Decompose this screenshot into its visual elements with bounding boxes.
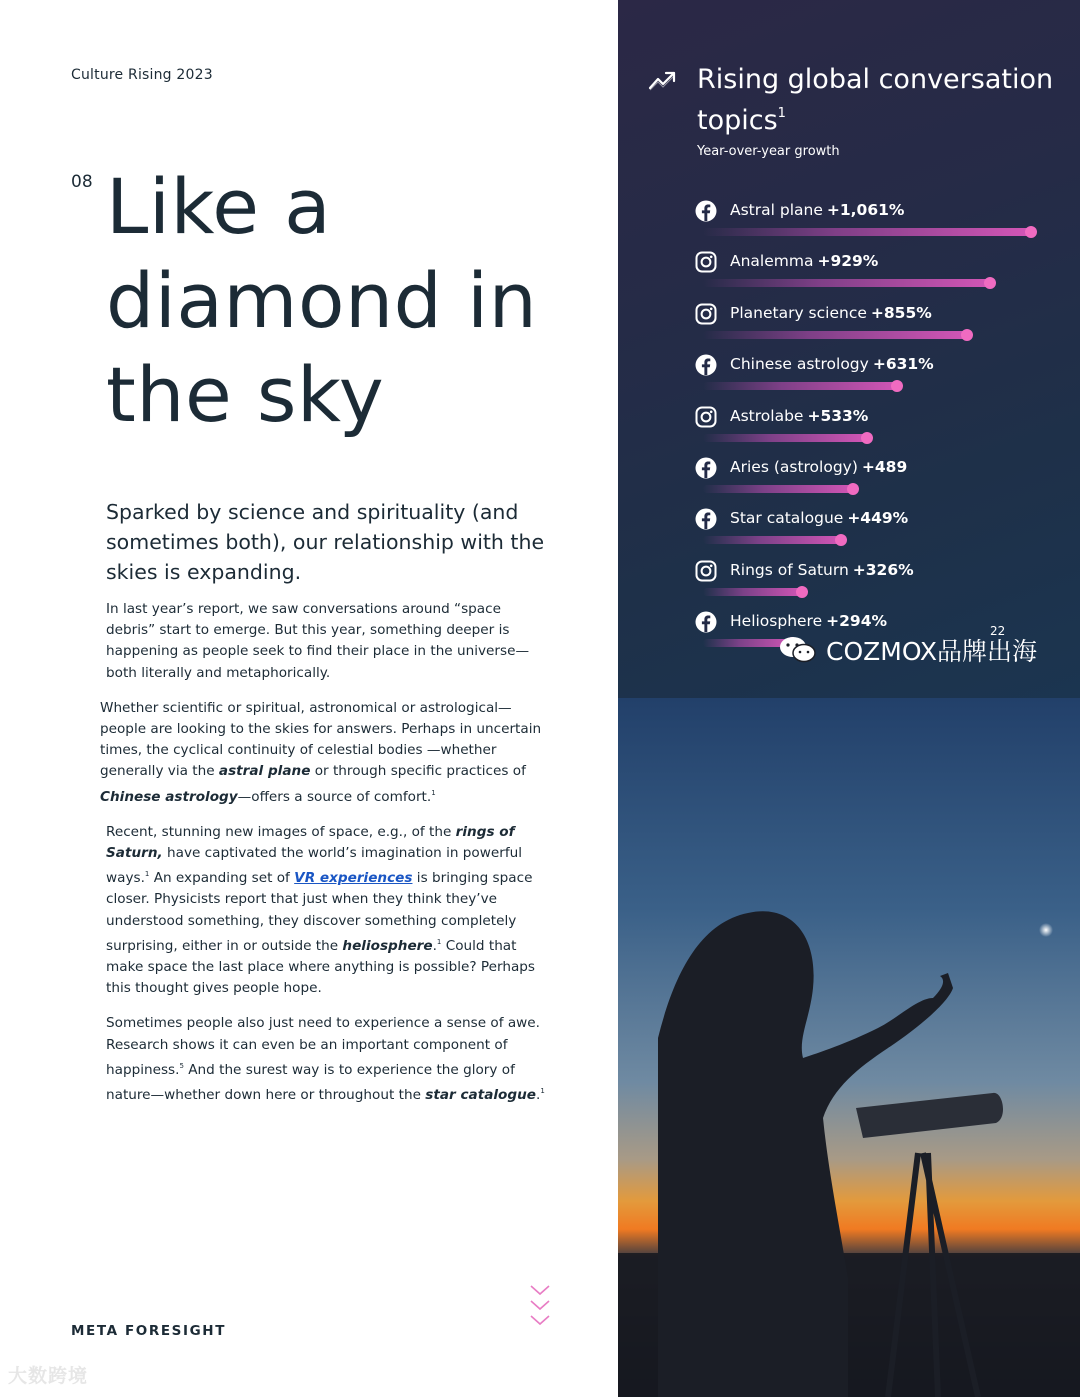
topic-label	[730, 407, 868, 425]
topic-row	[695, 303, 1065, 343]
topics-panel	[618, 0, 1080, 698]
topic-name: Star catalogue	[730, 509, 844, 528]
growth-bar	[703, 331, 969, 339]
topic-growth-value: +489	[861, 458, 908, 476]
growth-bar	[703, 588, 804, 596]
topic-row	[695, 200, 1065, 240]
topic-label	[730, 458, 907, 476]
growth-bar-end-dot	[835, 534, 847, 546]
topic-label	[730, 304, 932, 322]
highlight-heliosphere: heliosphere	[342, 937, 433, 954]
facebook-icon	[695, 508, 717, 530]
highlight-astral-plane: astral plane	[218, 763, 311, 780]
facebook-icon	[695, 611, 717, 633]
lede-paragraph: Sparked by science and spirituality (and sometimes both), our relationship with the skies is expanding.	[106, 500, 545, 584]
report-label: Culture Rising 2023	[71, 67, 213, 83]
topic-row	[695, 406, 1065, 446]
topic-name: Heliosphere	[730, 612, 823, 631]
footnote-ref: 1	[436, 937, 442, 946]
topic-label	[730, 509, 908, 527]
footnote-ref: 1	[777, 106, 786, 121]
page-title: Like a diamond in the sky	[106, 162, 538, 439]
section-number: 08	[71, 172, 93, 192]
growth-bar-end-dot	[847, 483, 859, 495]
topic-growth-value: +929%	[817, 252, 879, 271]
topic-growth-value: +1,061%	[826, 201, 905, 219]
growth-bar	[703, 228, 1033, 236]
topic-name: Planetary science	[730, 303, 867, 322]
facebook-icon	[695, 200, 717, 222]
topic-growth-value: +294%	[826, 612, 888, 631]
growth-bar	[703, 279, 992, 287]
topic-row	[695, 354, 1065, 394]
instagram-icon	[695, 251, 717, 273]
footer-brand: META FORESIGHT	[71, 1323, 227, 1339]
topic-row	[695, 457, 1065, 497]
panel-title: Rising global conversation topics$^1$	[697, 64, 1054, 136]
topic-growth-value: +533%	[807, 406, 869, 425]
topic-row	[695, 508, 1065, 548]
topic-growth-value: +631%	[872, 355, 934, 374]
footnote-ref: 1	[431, 788, 436, 797]
topic-growth-value: +326%	[852, 560, 914, 579]
topic-label	[730, 355, 934, 373]
panel-subtitle: Year-over-year growth	[697, 144, 840, 159]
highlight-rings-of-saturn: rings of Saturn,	[106, 823, 515, 862]
wechat-icon	[778, 634, 818, 666]
growth-bar	[703, 536, 843, 544]
body-paragraph-2: Whether scientific or spiritual, astronomical or astrological—people are looking to the skies for answers. Perhaps in uncertain times, the cyclical continuity of celestial bodies —whether generally via the astral plane or through specific practices of Chinese astrology—offers a source of comfort.$^1$	[100, 699, 542, 805]
footnote-ref: 5	[179, 1061, 184, 1070]
instagram-icon	[695, 303, 717, 325]
growth-bar	[703, 434, 869, 442]
trending-up-icon	[648, 68, 678, 92]
topic-label	[730, 252, 878, 270]
topic-name: Astral plane	[730, 201, 823, 219]
growth-bar	[703, 382, 899, 390]
growth-bar-end-dot	[1025, 226, 1037, 238]
topic-label	[730, 201, 904, 219]
instagram-icon	[695, 406, 717, 428]
growth-bar	[703, 485, 855, 493]
scroll-down-chevrons-icon[interactable]	[528, 1283, 552, 1329]
body-paragraph-4: Sometimes people also just need to experience a sense of awe. Research shows it can even be an important component of happiness.$^5$ And the surest way is to experience the glory of nature—whether down here or throughout the star catalogue.$^1$	[106, 1015, 545, 1104]
page-number: 22	[990, 624, 1006, 638]
footnote-ref: 1	[144, 870, 150, 879]
topic-name: Aries (astrology)	[730, 458, 858, 476]
corner-watermark: 大数跨境	[8, 1365, 89, 1387]
topic-label	[730, 612, 887, 630]
body-copy	[100, 599, 546, 1120]
growth-bar-end-dot	[984, 277, 996, 289]
highlight-chinese-astrology: Chinese astrology	[100, 788, 238, 805]
instagram-icon	[695, 560, 717, 582]
growth-bar-end-dot	[861, 432, 873, 444]
topic-label	[730, 561, 914, 579]
vr-experiences-link[interactable]: VR experiences	[294, 870, 413, 887]
topic-name: Analemma	[730, 252, 814, 271]
watermark-text: COZMOX品牌出海	[826, 637, 1038, 666]
growth-bar-end-dot	[796, 586, 808, 598]
topic-growth-value: +449%	[847, 509, 909, 528]
topic-row	[695, 251, 1065, 291]
growth-bar-end-dot	[891, 380, 903, 392]
topic-row	[695, 560, 1065, 600]
footnote-ref: 1	[540, 1087, 545, 1096]
topic-name: Chinese astrology	[730, 355, 869, 374]
topic-name: Astrolabe	[730, 406, 804, 425]
body-paragraph-1: In last year’s report, we saw conversations around “space debris” start to emerge. But this year, something deeper is happening as people seek to find their place in the universe—both literally and metaphorically.	[106, 601, 530, 681]
topic-name: Rings of Saturn	[730, 560, 849, 579]
right-column	[618, 0, 1080, 1397]
body-paragraph-3: Recent, stunning new images of space, e.g., of the rings of Saturn, have captivated the world’s imagination in powerful ways.$^1$ An expanding set of VR experiences is bringing space closer. Physicists report that just when they think they’ve understood something, they discover something completely surprising, either in or outside the heliosphere.$^1$ Could that make space the last place where anything is possible? Perhaps this thought gives people hope.	[106, 823, 536, 997]
facebook-icon	[695, 354, 717, 376]
facebook-icon	[695, 457, 717, 479]
growth-bar-end-dot	[961, 329, 973, 341]
highlight-star-catalogue: star catalogue	[425, 1087, 536, 1104]
topic-growth-value: +855%	[870, 303, 932, 322]
stargazer-photo	[618, 698, 1080, 1397]
